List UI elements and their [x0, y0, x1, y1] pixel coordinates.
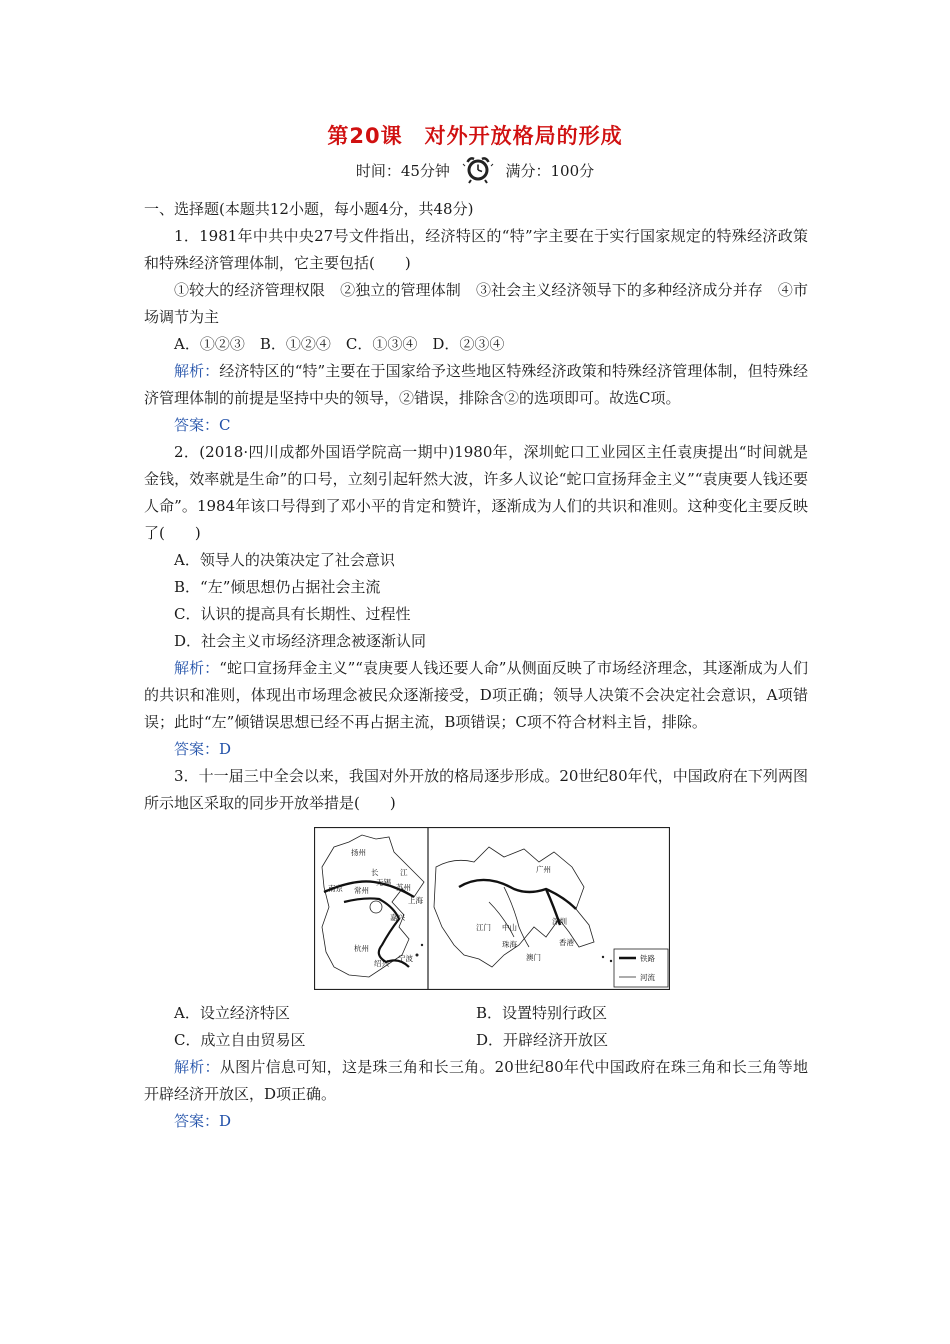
map-label: 江门	[476, 923, 491, 932]
q3-analysis: 解析：从图片信息可知，这是珠三角和长三角。20世纪80年代中国政府在珠三角和长三角等地开辟经济开放区，D项正确。	[144, 1058, 808, 1103]
time-label: 时间：45分钟	[355, 162, 450, 180]
q1-items: ①较大的经济管理权限 ②独立的管理体制 ③社会主义经济领导下的多种经济成分并存 ④市场调节为主	[144, 281, 808, 326]
legend-label: 河流	[640, 973, 655, 982]
q2-option-b: B．“左”倾思想仍占据社会主流	[174, 578, 381, 596]
q2-stem: 2．(2018·四川成都外国语学院高一期中)1980年，深圳蛇口工业园区主任袁庚提出“时间就是金钱，效率就是生命”的口号，立刻引起轩然大波，许多人议论“蛇口宣扬拜金主义”“袁庚要人钱还要人命”。1984年该口号得到了邓小平的肯定和赞许，逐渐成为人们的共识和准则。这种变化主要反映了( )	[144, 443, 808, 542]
page-title: 第20课 对外开放格局的形成	[327, 124, 623, 148]
analysis-label: 解析：	[174, 1058, 220, 1076]
map-label: 扬州	[351, 848, 366, 857]
legend-label: 铁路	[640, 954, 655, 963]
map-label: 无锡	[376, 878, 391, 887]
q3-option-d: D．开辟经济开放区	[476, 1031, 609, 1049]
q2-answer: 答案：D	[174, 740, 232, 758]
map-label: 江	[400, 868, 408, 877]
q2-option-d: D．社会主义市场经济理念被逐渐认同	[174, 632, 427, 650]
q3-option-a: A．设立经济特区	[174, 1004, 290, 1022]
q1-stem: 1．1981年中共中央27号文件指出，经济特区的“特”字主要在于实行国家规定的特殊经济政策和特殊经济管理体制，它主要包括( )	[144, 227, 808, 272]
map-label: 长	[371, 868, 379, 877]
q2-analysis: 解析：“蛇口宣扬拜金主义”“袁庚要人钱还要人命”从侧面反映了市场经济理念，其逐渐成为人们的共识和准则，体现出市场理念被民众逐渐接受，D项正确；领导人决策不会决定社会意识，A项错误；此时“左”倾错误思想已经不再占据主流，B项错误；C项不符合材料主旨，排除。	[144, 659, 808, 731]
question-content	[144, 196, 808, 1135]
map-label: 澳门	[526, 953, 541, 962]
q3-option-b: B．设置特别行政区	[476, 1004, 608, 1022]
map-label: 苏州	[396, 883, 411, 892]
map-label: 上海	[408, 896, 423, 905]
map-label: 宁波	[398, 954, 413, 963]
map-label: 绍兴	[374, 959, 389, 968]
map-label: 嘉兴	[390, 913, 405, 922]
analysis-label: 解析：	[174, 659, 220, 677]
score-label: 满分：100分	[505, 162, 595, 180]
analysis-label: 解析：	[174, 362, 220, 380]
q2-option-a: A．领导人的决策决定了社会意识	[174, 551, 395, 569]
map-label: 深圳	[552, 917, 567, 926]
map-label: 杭州	[354, 944, 369, 953]
time-row	[0, 160, 950, 184]
map-label: 珠海	[502, 940, 517, 949]
map-label: 常州	[354, 886, 369, 895]
delta-maps	[314, 827, 670, 990]
q3-options-row-2	[144, 1027, 808, 1054]
map-label: 广州	[536, 865, 551, 874]
q3-stem: 3．十一届三中全会以来，我国对外开放的格局逐步形成。20世纪80年代，中国政府在下列两图所示地区采取的同步开放举措是( )	[144, 767, 808, 812]
q3-option-c: C．成立自由贸易区	[174, 1031, 306, 1049]
q1-answer: 答案：C	[174, 416, 231, 434]
q1-analysis: 解析：经济特区的“特”主要在于国家给予这些地区特殊经济政策和特殊经济管理体制，但特殊经济管理体制的前提是坚持中央的领导，②错误，排除含②的选项即可。故选C项。	[144, 362, 808, 407]
q3-options-row-1	[144, 1000, 808, 1027]
q3-answer: 答案：D	[174, 1112, 232, 1130]
q1-options: A．①②③ B．①②④ C．①③④ D．②③④	[174, 335, 505, 353]
alarm-clock-icon	[461, 154, 495, 184]
map-label: 中山	[502, 923, 517, 932]
q2-option-c: C．认识的提高具有长期性、过程性	[174, 605, 411, 623]
map-label: 南京	[328, 884, 343, 893]
section-header: 一、选择题(本题共12小题，每小题4分，共48分)	[144, 200, 474, 218]
map-label: 香港	[559, 938, 574, 947]
